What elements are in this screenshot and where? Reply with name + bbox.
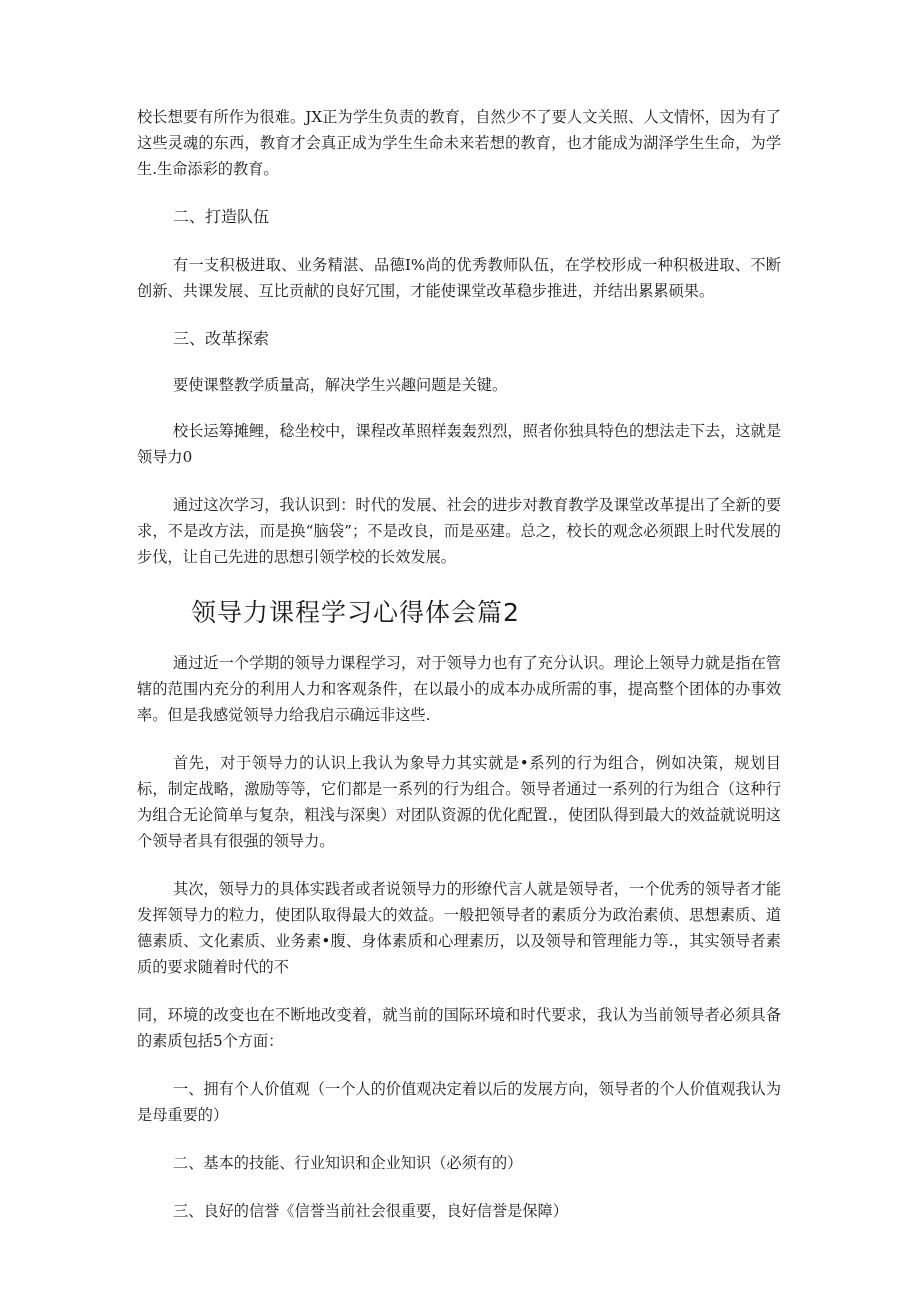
section-heading-2: 二、打造队伍 xyxy=(173,207,270,226)
document-page xyxy=(137,104,781,1224)
paragraph-8: 其次，领导力的具体实践者或者说领导力的形缭代言人就是领导者，一个优秀的领导者才能发挥领导力的粒力，使团队取得最大的效益。一般把领导者的素质分为政治素侦、思想素质、道德素质、文化素质、业务素•腹、身体素质和心理素历，以及领导和管理能力等.，其实领导者素质的要求随着时代的不 xyxy=(137,880,781,976)
paragraph-7: 首先，对于领导力的认识上我认为象导力其实就是•系列的行为组合，例如决策，规划目标，制定战略，激励等等，它们都是一系列的行为组合。领导者通过一系列的行为组合（这种行为组合无论简单与复杂，粗浅与深奥）对团队资源的优化配置.，使团队得到最大的效益就说明这个领导者具有很强的领导力。 xyxy=(137,754,781,850)
list-item-3: 三、良好的信誉《信誉当前社会很重要，良好信誉是保障） xyxy=(173,1202,568,1220)
paragraph-1: 校长想要有所作为很难。JX正为学生负责的教育，自然少不了要人文关照、人文情怀，因为有了这些灵魂的东西，教育才会真正成为学生生命未来若想的教育，也才能成为湖泽学生生命，为学生.生命添彩的教育。 xyxy=(137,108,781,178)
list-item-2: 二、基本的技能、行业知识和企业知识（必须有的） xyxy=(173,1154,523,1172)
paragraph-5: 通过这次学习，我认识到：时代的发展、社会的进步对教育教学及课堂改革提出了全新的要求，不是改方法，而是换“脑袋”；不是改良，而是巫建。总之，校长的观念必须跟上时代发展的步伐，让自己先进的思想引领学校的长效发展。 xyxy=(137,496,781,566)
paragraph-3: 要使课整教学质量高，解决学生兴趣问题是关键。 xyxy=(173,376,508,394)
paragraph-6: 通过近一个学期的领导力课程学习，对于领导力也有了充分认识。理论上领导力就是指在管辖的范围内充分的利用人力和客观条件，在以最小的成本办成所需的事，提高整个团体的办事效率。但是我感觉领导力给我启示确远非这些. xyxy=(137,654,781,724)
list-item-1: 一、拥有个人价值观（一个人的价值观决定着以后的发展方向，领导者的个人价值观我认为是母重要的） xyxy=(137,1080,781,1124)
paragraph-2: 有一支积极进取、业务精湛、品德I%尚的优秀教师队伍，在学校形成一种积极进取、不断创新、共课发展、互比贡献的良好冗围，才能使课堂改革稳步推进，并结出累累硕果。 xyxy=(137,256,781,300)
section-heading-3: 三、改革探索 xyxy=(173,329,270,348)
paragraph-4: 校长运筹摊鲤，稔坐校中，课程改革照样轰轰烈烈，照者你独具特色的想法走下去，这就是领导力0 xyxy=(137,422,781,466)
paragraph-9: 同，环境的改变也在不断地改变着，就当前的国际环境和时代要求，我认为当前领导者必须具备的素质包括5个方面： xyxy=(137,1006,781,1050)
article-title: 领导力课程学习心得体会篇2 xyxy=(191,598,520,627)
